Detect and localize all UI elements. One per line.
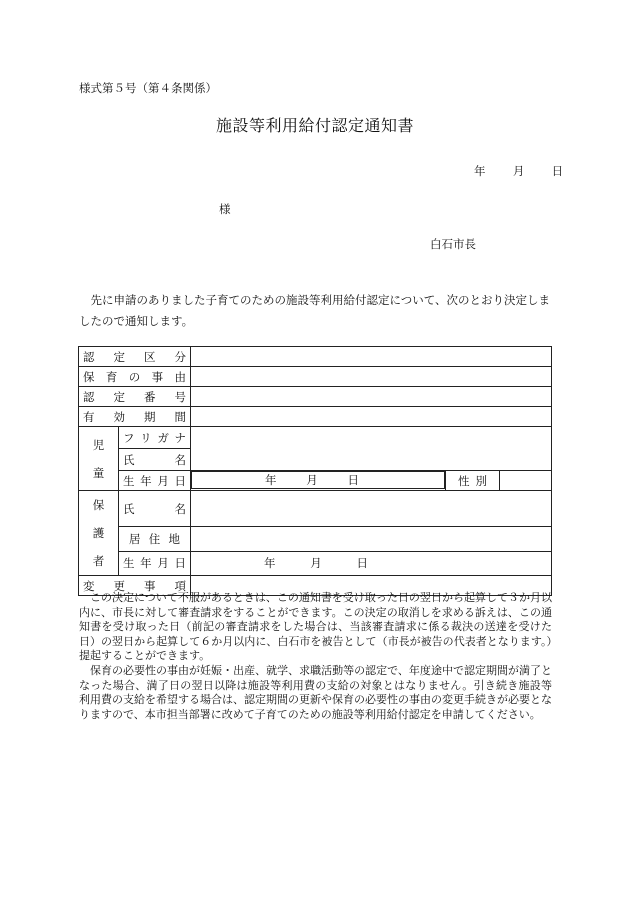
label-child-group [79,427,119,491]
vertical-char: 者 [92,554,105,568]
label-char: 事 [151,369,164,384]
label-char: 期 [144,409,156,424]
label-char: リ [140,430,152,445]
child-birth-year: 年 [265,473,277,487]
label-char: 年 [140,473,152,488]
intro-text: 先に申請のありました子育てのための施設等利用給付認定について、次のとおり決定しましたので通知します。 [79,293,551,328]
guardian-birthdate-text [123,555,186,571]
label-char: 年 [140,556,152,571]
guardian-birth-day: 日 [356,556,368,571]
guardian-group-text [79,491,118,575]
label-child-birthdate [119,471,191,491]
recipient-suffix: 様 [219,202,231,216]
guardian-birth-year: 年 [264,556,276,571]
label-char: 地 [168,532,180,547]
label-char: 号 [174,389,186,404]
guardian-name-text [123,501,186,517]
certification-table [78,346,552,596]
label-char: 育 [105,369,118,384]
value-guardian-address[interactable] [191,527,552,551]
value-child-birthdate[interactable] [191,471,445,489]
vertical-char: 保 [92,498,105,512]
label-guardian-birthdate [119,551,191,575]
label-guardian-address [119,527,191,551]
label-char: 生 [123,473,135,488]
certification-category-text [83,349,186,365]
label-sex [446,471,500,491]
label-child-name [119,449,191,471]
document-title: 施設等利用給付認定通知書 [215,116,414,135]
value-sex[interactable] [500,471,552,491]
label-char: フ [123,430,135,445]
label-char: 効 [113,409,125,424]
label-char: 別 [475,473,487,488]
label-char: 番 [144,389,156,404]
label-guardian-group [79,491,119,576]
label-validity-period [79,407,191,427]
label-char: 生 [123,556,135,571]
sex-text [450,473,495,489]
label-char: 住 [148,532,161,547]
child-furigana-text [123,430,186,446]
value-guardian-birthdate[interactable] [191,551,552,575]
notes-expiry: 保育の必要性の事由が妊娠・出産、就学、求職活動等の認定で、年度途中で認定期間が満了となった場合、満了日の翌日以降は施設等利用費の支給の対象とはなりません。引き続き施設等利用費の支給を希望する場合は、認定期間の更新や保育の必要性の事由の変更手続きが必要となりますので、本市担当部署に改めて子育てのための施設等利用給付認定を申請してください。 [79,663,552,721]
label-char: 日 [174,473,186,488]
label-char: 認 [83,349,95,364]
vertical-char: 童 [92,465,105,480]
notes [79,591,552,722]
value-validity-period[interactable] [191,407,552,427]
vertical-char: 護 [92,526,105,540]
label-char: ガ [157,430,169,445]
label-char: 日 [174,556,186,571]
guardian-address-text [123,531,186,547]
label-char: 区 [144,349,156,364]
value-childcare-reason[interactable] [191,367,552,387]
vertical-char: 児 [92,437,105,452]
form-number: 様式第５号（第４条関係） [79,81,217,95]
value-guardian-name[interactable] [191,491,552,527]
child-group-text [79,431,118,487]
label-char: 名 [174,501,186,516]
label-char: 有 [83,409,95,424]
issuer-name: 白石市長 [430,237,476,251]
label-certification-category [79,347,191,367]
label-guardian-name [119,491,191,527]
validity-period-text [83,409,186,425]
childcare-reason-text [83,369,186,385]
label-char: ナ [174,430,186,445]
label-char: 居 [129,532,141,547]
label-char: 氏 [123,501,135,516]
issue-date [474,163,563,179]
guardian-birth-month: 月 [310,556,322,571]
label-char: 更 [113,578,125,593]
issue-date-day: 日 [551,164,564,178]
label-char: 保 [83,369,95,384]
child-name-text [123,452,186,468]
child-birthdate-text [123,473,186,489]
value-certification-category[interactable] [191,347,552,367]
label-char: 氏 [123,452,135,467]
label-char: 間 [174,409,186,424]
label-char: の [128,369,141,384]
child-birth-day: 日 [347,473,359,487]
label-char: 定 [113,349,125,364]
issue-date-month: 月 [512,164,525,178]
label-char: 月 [157,556,169,571]
label-char: 事 [144,578,156,593]
value-child-name[interactable] [191,427,552,471]
label-char: 由 [174,369,186,384]
label-childcare-reason [79,367,191,387]
certification-number-text [83,389,186,405]
child-birth-month: 月 [306,473,318,487]
label-char: 定 [113,389,125,404]
label-char: 月 [157,473,169,488]
label-certification-number [79,387,191,407]
label-char: 性 [458,473,470,488]
value-certification-number[interactable] [191,387,552,407]
issue-date-year: 年 [474,164,486,178]
label-char: 認 [83,389,95,404]
label-char: 分 [174,349,186,364]
label-child-furigana [119,427,191,449]
label-char: 変 [83,578,95,593]
label-char: 名 [174,452,186,467]
notes-appeal: この決定について不服があるときは、この通知書を受け取った日の翌日から起算して３か月以内に、市長に対して審査請求をすることができます。この決定の取消しを求める訴えは、この通知書を受け取った日（前記の審査請求をした場合は、当該審査請求に係る裁決の送達を受けた日）の翌日から起算して６か月以内に、白石市を被告として（市長が被告の代表者となります。）提起することができます。 [79,591,552,663]
label-char: 項 [174,578,186,593]
